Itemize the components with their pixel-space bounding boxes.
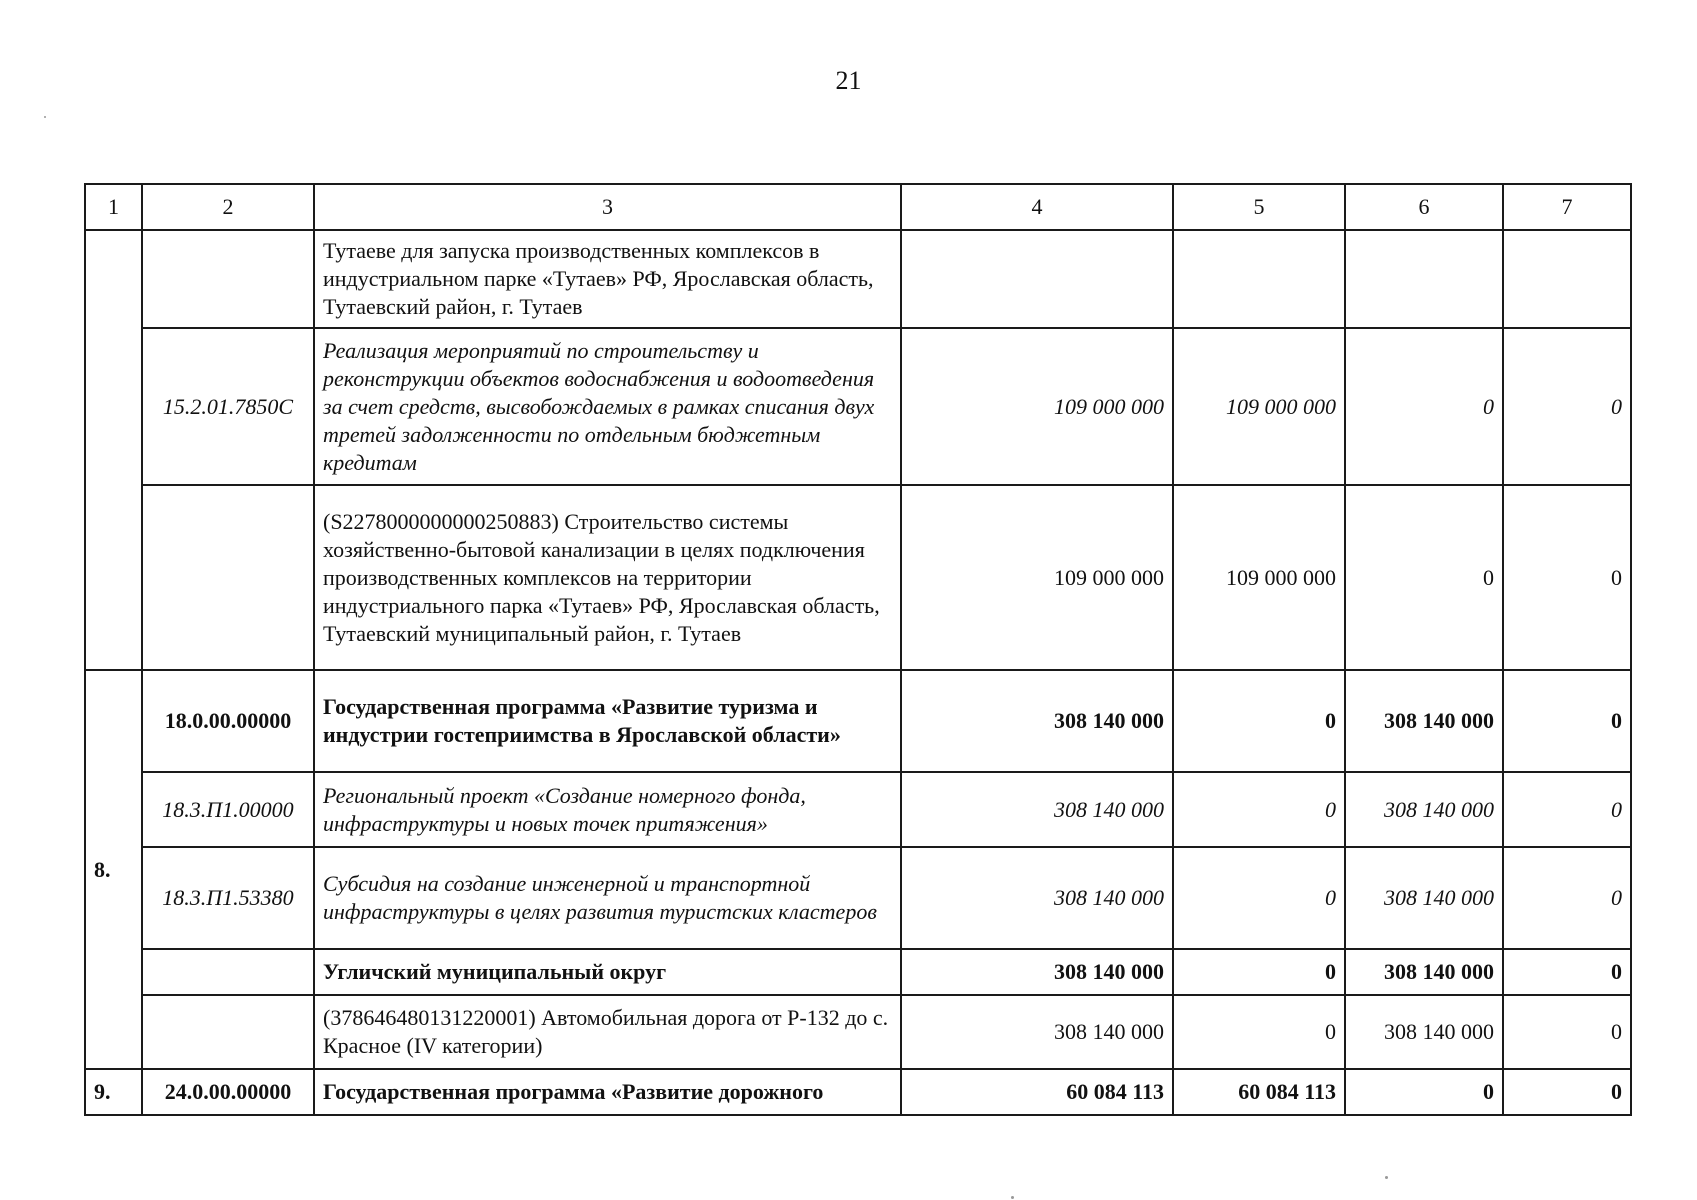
row-name: Государственная программа «Развитие туризма и индустрии гостеприимства в Ярославской области» [314,670,901,772]
row-code: 18.3.П1.53380 [142,847,314,949]
header-col-1: 1 [85,184,142,230]
table-row [85,995,1631,1069]
row-col-4: 308 140 000 [901,949,1173,995]
row-code [142,485,314,670]
table-row [85,847,1631,949]
row-code [142,230,314,328]
header-row [85,184,1631,230]
table-row [85,949,1631,995]
row-col-7: 0 [1503,328,1631,485]
row-col-5: 0 [1173,847,1345,949]
row-col-7: 0 [1503,847,1631,949]
row-index [85,230,142,670]
table-row [85,772,1631,847]
header-col-4: 4 [901,184,1173,230]
row-col-5: 60 084 113 [1173,1069,1345,1115]
row-col-4: 308 140 000 [901,847,1173,949]
row-col-7: 0 [1503,670,1631,772]
row-col-4 [901,230,1173,328]
row-name: Субсидия на создание инженерной и транспортной инфраструктуры в целях развития туристских кластеров [314,847,901,949]
table-row [85,328,1631,485]
row-col-6: 308 140 000 [1345,949,1503,995]
page-number: 21 [835,66,862,95]
row-name: (378646480131220001) Автомобильная дорога от Р-132 до с. Красное (IV категории) [314,995,901,1069]
scan-speck [1011,1196,1014,1199]
scan-speck [44,116,46,118]
row-col-6: 308 140 000 [1345,847,1503,949]
row-col-6: 308 140 000 [1345,995,1503,1069]
row-code [142,949,314,995]
row-col-6 [1345,230,1503,328]
scan-speck [1385,1176,1388,1179]
header-col-5: 5 [1173,184,1345,230]
row-col-5: 0 [1173,995,1345,1069]
row-col-5: 109 000 000 [1173,328,1345,485]
row-name: (S2278000000000250883) Строительство системы хозяйственно-бытовой канализации в целях подключения производственных комплексов на территории индустриального парка «Тутаев» РФ, Ярославская область, Тутаевский муниципальный район, г. Тутаев [314,485,901,670]
row-col-4: 308 140 000 [901,995,1173,1069]
row-code: 15.2.01.7850С [142,328,314,485]
row-col-6: 308 140 000 [1345,772,1503,847]
row-col-5: 0 [1173,670,1345,772]
row-col-7: 0 [1503,995,1631,1069]
row-col-4: 308 140 000 [901,670,1173,772]
row-col-6: 0 [1345,328,1503,485]
row-code: 18.3.П1.00000 [142,772,314,847]
row-col-5 [1173,230,1345,328]
row-col-7: 0 [1503,949,1631,995]
row-name: Угличский муниципальный округ [314,949,901,995]
row-col-7 [1503,230,1631,328]
row-col-6: 308 140 000 [1345,670,1503,772]
row-code [142,995,314,1069]
row-name: Реализация мероприятий по строительству и реконструкции объектов водоснабжения и водоотведения за счет средств, высвобождаемых в рамках списания двух третей задолженности по отдельным бюджетным кредитам [314,328,901,485]
row-index: 8. [85,670,142,1069]
table-row [85,485,1631,670]
row-code: 18.0.00.00000 [142,670,314,772]
row-code: 24.0.00.00000 [142,1069,314,1115]
row-col-7: 0 [1503,1069,1631,1115]
header-col-7: 7 [1503,184,1631,230]
table-row [85,230,1631,328]
row-col-4: 60 084 113 [901,1069,1173,1115]
row-col-7: 0 [1503,485,1631,670]
row-name: Региональный проект «Создание номерного фонда, инфраструктуры и новых точек притяжения» [314,772,901,847]
budget-table [84,183,1632,1116]
header-col-2: 2 [142,184,314,230]
row-col-5: 109 000 000 [1173,485,1345,670]
row-index: 9. [85,1069,142,1115]
row-name: Государственная программа «Развитие дорожного [314,1069,901,1115]
header-col-3: 3 [314,184,901,230]
row-name: Тутаеве для запуска производственных комплексов в индустриальном парке «Тутаев» РФ, Ярославская область, Тутаевский район, г. Тутаев [314,230,901,328]
row-col-5: 0 [1173,772,1345,847]
row-col-7: 0 [1503,772,1631,847]
row-col-6: 0 [1345,485,1503,670]
table-row [85,670,1631,772]
row-col-6: 0 [1345,1069,1503,1115]
table-row [85,1069,1631,1115]
header-col-6: 6 [1345,184,1503,230]
row-col-4: 308 140 000 [901,772,1173,847]
row-col-4: 109 000 000 [901,485,1173,670]
row-col-5: 0 [1173,949,1345,995]
row-col-4: 109 000 000 [901,328,1173,485]
